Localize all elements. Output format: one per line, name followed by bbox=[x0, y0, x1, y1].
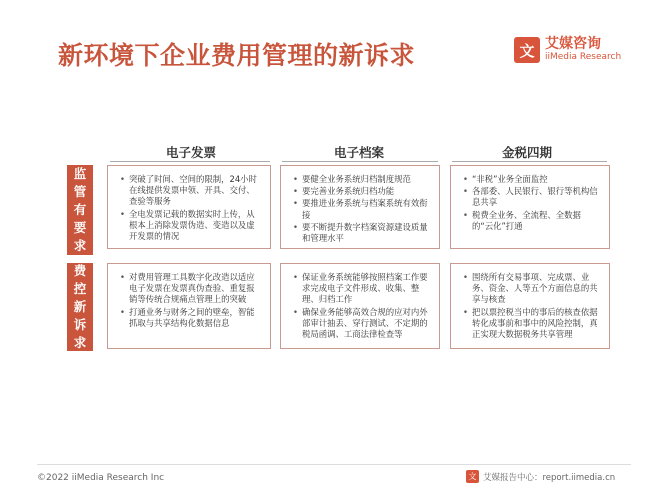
cell-regulation-e-invoice bbox=[107, 165, 271, 249]
list-item: • 要健全业务系统归档制度规范 bbox=[293, 174, 431, 185]
list-item: • 确保业务能够高效合规的应对内外部审计抽丢、穿行测试、不定期的税局函调、工商法律检查等 bbox=[293, 307, 431, 341]
list-item: • 要完善业务系统归档功能 bbox=[293, 186, 431, 197]
list-item: • 围绕所有交易事项、完成票、业务、资金、人等五个方面信息的共享与核查 bbox=[463, 272, 601, 306]
list-item: • 打通业务与财务之间的壁垒，智能抓取与共享结构化数据信息 bbox=[120, 307, 262, 329]
cell-expense-e-invoice bbox=[107, 263, 271, 349]
list-item: • “非税”业务全面监控 bbox=[463, 174, 601, 185]
list-item: • 全电发票记载的数据实时上传，从根本上消除发票伪造、变造以及虚开发票的情况 bbox=[120, 209, 262, 243]
column-header-golden-tax: 金税四期 bbox=[501, 145, 552, 160]
brand-logo bbox=[514, 37, 621, 63]
list-item: • 对费用管理工具数字化改造以适应电子发票在发票真伪查验、重复报销等传统合规痛点管理上的突破 bbox=[120, 272, 262, 306]
report-center-text: 艾媒报告中心：report.iimedia.cn bbox=[483, 472, 616, 483]
logo-name-cn: 艾媒咨询 bbox=[545, 36, 601, 52]
column-header-e-archive: 电子档案 bbox=[333, 145, 384, 160]
list-item: • 突破了时间、空间的限制，24小时在线提供发票申领、开具、交付、查验等服务 bbox=[120, 174, 262, 208]
footer-report-center bbox=[466, 470, 615, 483]
footer-copyright: ©2022 iiMedia Research Inc bbox=[37, 473, 165, 483]
cell-expense-golden-tax bbox=[450, 263, 610, 349]
column-header-e-invoice: 电子发票 bbox=[165, 145, 216, 160]
list-item: • 各部委、人民银行、银行等机构信息共享 bbox=[463, 186, 601, 208]
list-item: • 税费全业务、全流程、全数据的“云化”打通 bbox=[463, 210, 601, 232]
cell-regulation-e-archive bbox=[280, 165, 440, 249]
list-item: • 要推进业务系统与档案系统有效衔接 bbox=[293, 198, 431, 220]
column-divider bbox=[282, 161, 438, 162]
footer-divider bbox=[37, 464, 631, 465]
row-label-regulation: 监管有要求 bbox=[67, 165, 93, 255]
column-divider bbox=[110, 161, 270, 162]
cell-regulation-golden-tax bbox=[450, 165, 610, 249]
page-title: 新环境下企业费用管理的新诉求 bbox=[58, 41, 416, 70]
cell-expense-e-archive bbox=[280, 263, 440, 349]
row-label-expense-control: 费控新诉求 bbox=[67, 263, 93, 351]
list-item: • 保证业务系统能够按照档案工作要求完成电子文件形成、收集、整理、归档工作 bbox=[293, 272, 431, 306]
column-divider bbox=[452, 161, 607, 162]
list-item: • 把以票控税当中的事后的核查依据转化成事前和事中的风险控制，真正实现大数据税务共享管理 bbox=[463, 307, 601, 341]
report-center-icon: 文 bbox=[466, 470, 479, 483]
logo-icon: 文 bbox=[514, 37, 540, 63]
logo-name-en: iiMedia Research bbox=[545, 52, 622, 62]
list-item: • 要不断提升数字档案资源建设质量和管理水平 bbox=[293, 222, 431, 244]
